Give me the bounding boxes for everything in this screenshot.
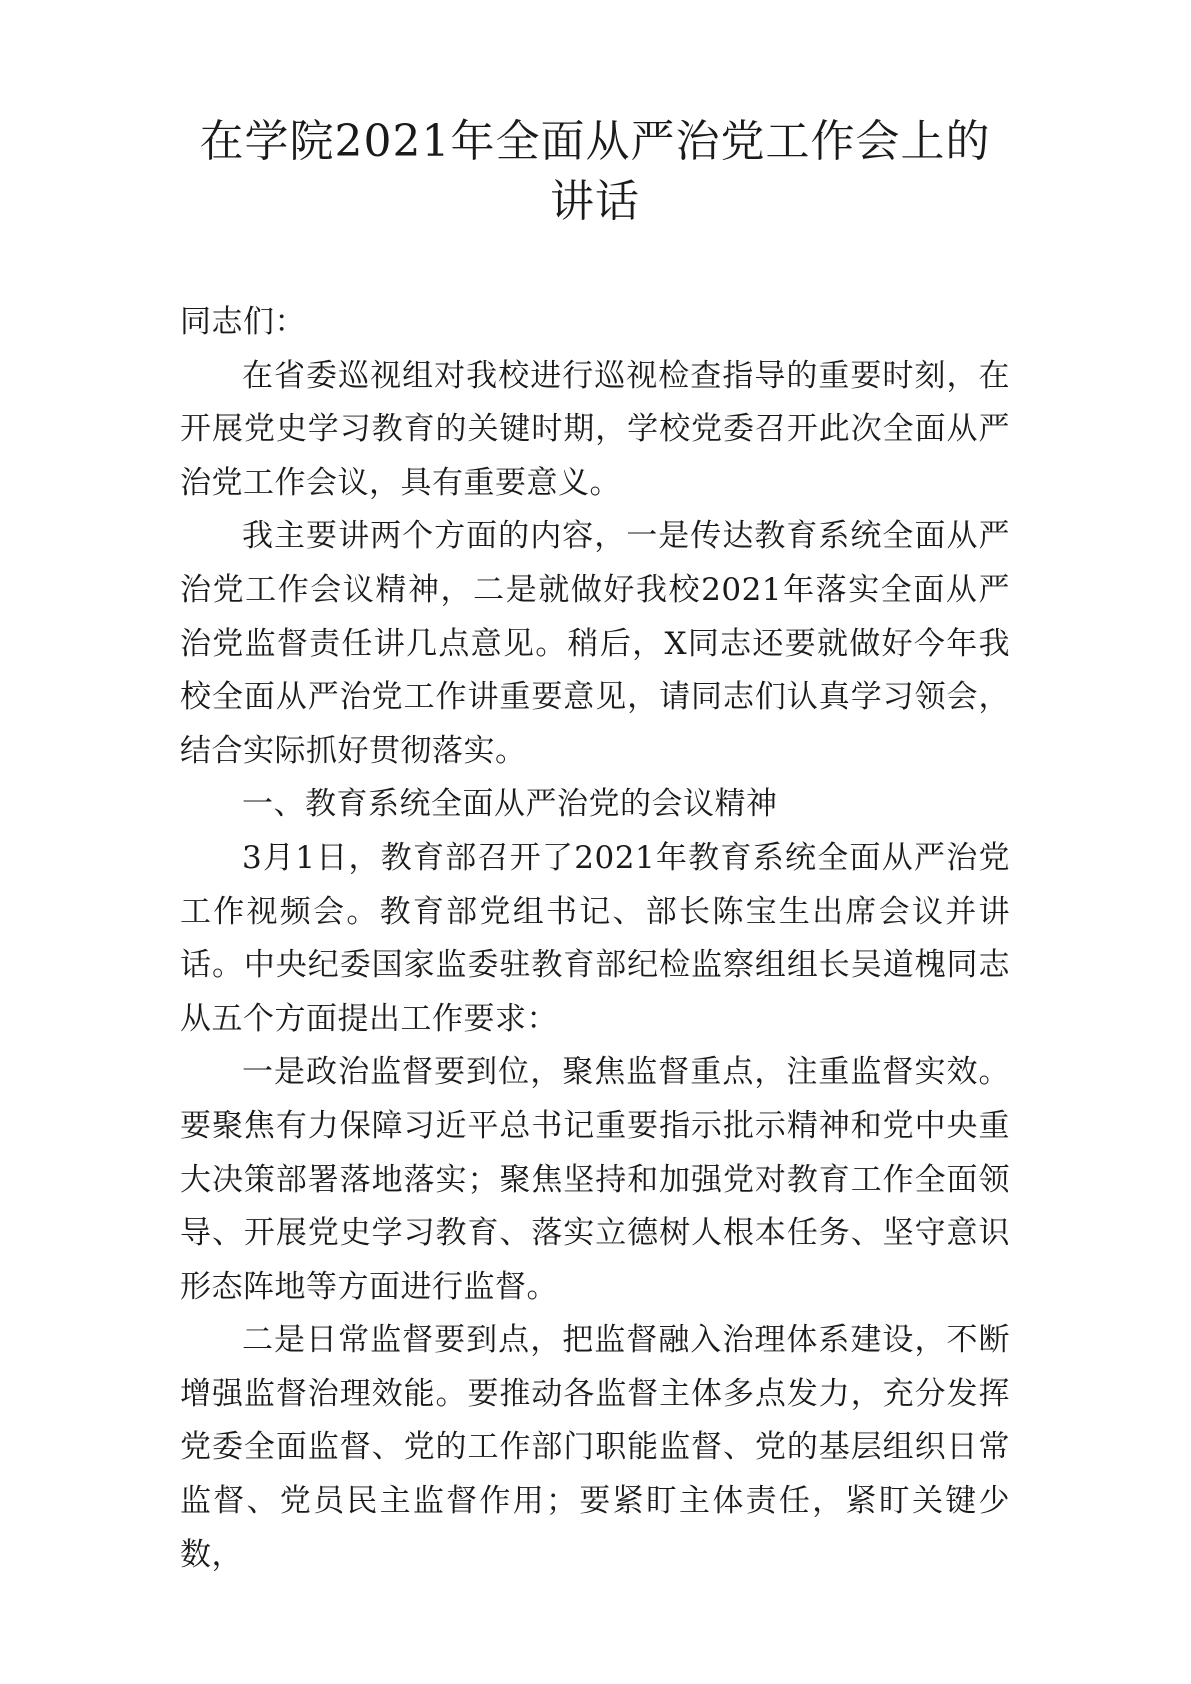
paragraph-intro: 在省委巡视组对我校进行巡视检查指导的重要时刻，在开展党史学习教育的关键时期，学校党委召开此次全面从严治党工作会议，具有重要意义。: [180, 357, 1010, 501]
section-heading: 一、教育系统全面从严治党的会议精神: [242, 786, 778, 823]
paragraph-meeting: 3月1日，教育部召开了2021年教育系统全面从严治党工作视频会。教育部党组书记、部长陈宝生出席会议并讲话。中央纪委国家监委驻教育部纪检监察组组长吴道槐同志从五个方面提出工作要求：: [180, 839, 1010, 1037]
document-body: [180, 296, 1010, 1582]
document-title: 在学院2021年全面从严治党工作会上的讲话: [199, 116, 991, 227]
paragraph-requirement-2: 二是日常监督要到点，把监督融入治理体系建设，不断增强监督治理效能。要推动各监督主体多点发力，充分发挥党委全面监督、党的工作部门职能监督、党的基层组织日常监督、党员民主监督作用；要紧盯主体责任，紧盯关键少数，: [180, 1322, 1010, 1573]
salutation: 同志们：: [180, 304, 306, 340]
paragraph-outline: 我主要讲两个方面的内容，一是传达教育系统全面从严治党工作会议精神，二是就做好我校2021年落实全面从严治党监督责任讲几点意见。稍后，X同志还要就做好今年我校全面从严治党工作讲重要意见，请同志们认真学习领会，结合实际抓好贯彻落实。: [180, 518, 1010, 769]
paragraph-requirement-1: 一是政治监督要到位，聚焦监督重点，注重监督实效。要聚焦有力保障习近平总书记重要指示批示精神和党中央重大决策部署落地落实；聚焦坚持和加强党对教育工作全面领导、开展党史学习教育、落实立德树人根本任务、坚守意识形态阵地等方面进行监督。: [180, 1054, 1010, 1305]
